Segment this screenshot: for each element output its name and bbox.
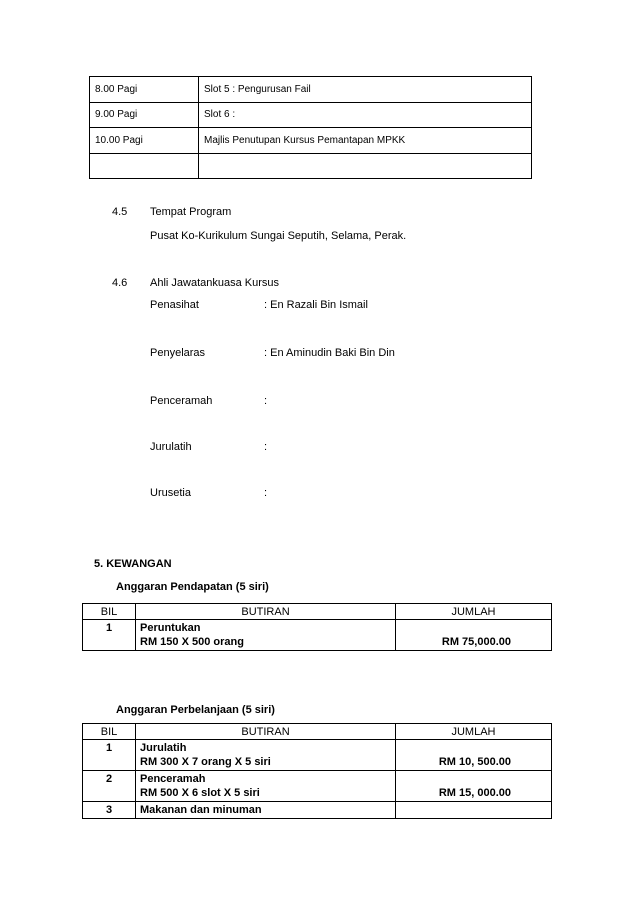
- expense-table: [82, 723, 552, 819]
- amount-cell: RM 10, 500.00: [396, 740, 552, 771]
- member-value: :: [264, 395, 268, 407]
- amount-cell: RM 75,000.00: [396, 620, 552, 651]
- activity-cell: Majlis Penutupan Kursus Pemantapan MPKK: [199, 128, 532, 154]
- table-header-row: [83, 604, 552, 620]
- table-row: [83, 771, 552, 802]
- income-title: Anggaran Pendapatan (5 siri): [116, 581, 269, 593]
- schedule-table: [89, 76, 532, 179]
- amount-cell: RM 15, 000.00: [396, 771, 552, 802]
- table-row: [83, 620, 552, 651]
- section-5-heading: 5. KEWANGAN: [94, 558, 172, 570]
- bil-cell: 2: [83, 771, 136, 802]
- expense-title: Anggaran Perbelanjaan (5 siri): [116, 704, 275, 716]
- butiran-line: RM 150 X 500 orang: [140, 636, 244, 648]
- butiran-cell: Makanan dan minuman: [136, 802, 396, 819]
- table-row: [90, 153, 532, 179]
- bil-cell: 1: [83, 620, 136, 651]
- activity-cell: Slot 5 : Pengurusan Fail: [199, 77, 532, 103]
- activity-cell: [199, 153, 532, 179]
- butiran-line: Jurulatih: [140, 742, 187, 754]
- butiran-line: Peruntukan: [140, 622, 201, 634]
- member-value: :: [264, 441, 268, 453]
- table-row: [90, 128, 532, 154]
- butiran-line: Penceramah: [140, 773, 206, 785]
- header-bil: BIL: [83, 724, 136, 740]
- bil-cell: 1: [83, 740, 136, 771]
- section-4-5-title: Tempat Program: [150, 206, 232, 218]
- activity-cell: Slot 6 :: [199, 102, 532, 128]
- header-jumlah: JUMLAH: [396, 604, 552, 620]
- venue-text: Pusat Ko-Kurikulum Sungai Seputih, Selama, Perak.: [150, 230, 407, 242]
- member-role: Penceramah: [150, 395, 213, 407]
- member-value: : En Aminudin Baki Bin Din: [264, 347, 395, 359]
- butiran-cell: [136, 771, 396, 802]
- amount-cell: [396, 802, 552, 819]
- header-butiran: BUTIRAN: [136, 604, 396, 620]
- member-value: :: [264, 487, 268, 499]
- table-header-row: [83, 724, 552, 740]
- header-jumlah: JUMLAH: [396, 724, 552, 740]
- bil-cell: 3: [83, 802, 136, 819]
- member-value: : En Razali Bin Ismail: [264, 299, 368, 311]
- time-cell: 8.00 Pagi: [90, 77, 199, 103]
- butiran-cell: [136, 740, 396, 771]
- member-role: Jurulatih: [150, 441, 192, 453]
- table-row: [90, 77, 532, 103]
- time-cell: 10.00 Pagi: [90, 128, 199, 154]
- header-bil: BIL: [83, 604, 136, 620]
- time-cell: [90, 153, 199, 179]
- member-role: Urusetia: [150, 487, 191, 499]
- table-row: [83, 802, 552, 819]
- member-role: Penasihat: [150, 299, 199, 311]
- section-4-6-title: Ahli Jawatankuasa Kursus: [150, 277, 280, 289]
- section-4-5-number: 4.5: [112, 206, 128, 218]
- time-cell: 9.00 Pagi: [90, 102, 199, 128]
- table-row: [90, 102, 532, 128]
- table-row: [83, 740, 552, 771]
- member-role: Penyelaras: [150, 347, 206, 359]
- income-table: [82, 603, 552, 651]
- butiran-cell: [136, 620, 396, 651]
- butiran-line: RM 300 X 7 orang X 5 siri: [140, 756, 271, 768]
- section-4-6-number: 4.6: [112, 277, 128, 289]
- header-butiran: BUTIRAN: [136, 724, 396, 740]
- butiran-line: RM 500 X 6 slot X 5 siri: [140, 787, 260, 799]
